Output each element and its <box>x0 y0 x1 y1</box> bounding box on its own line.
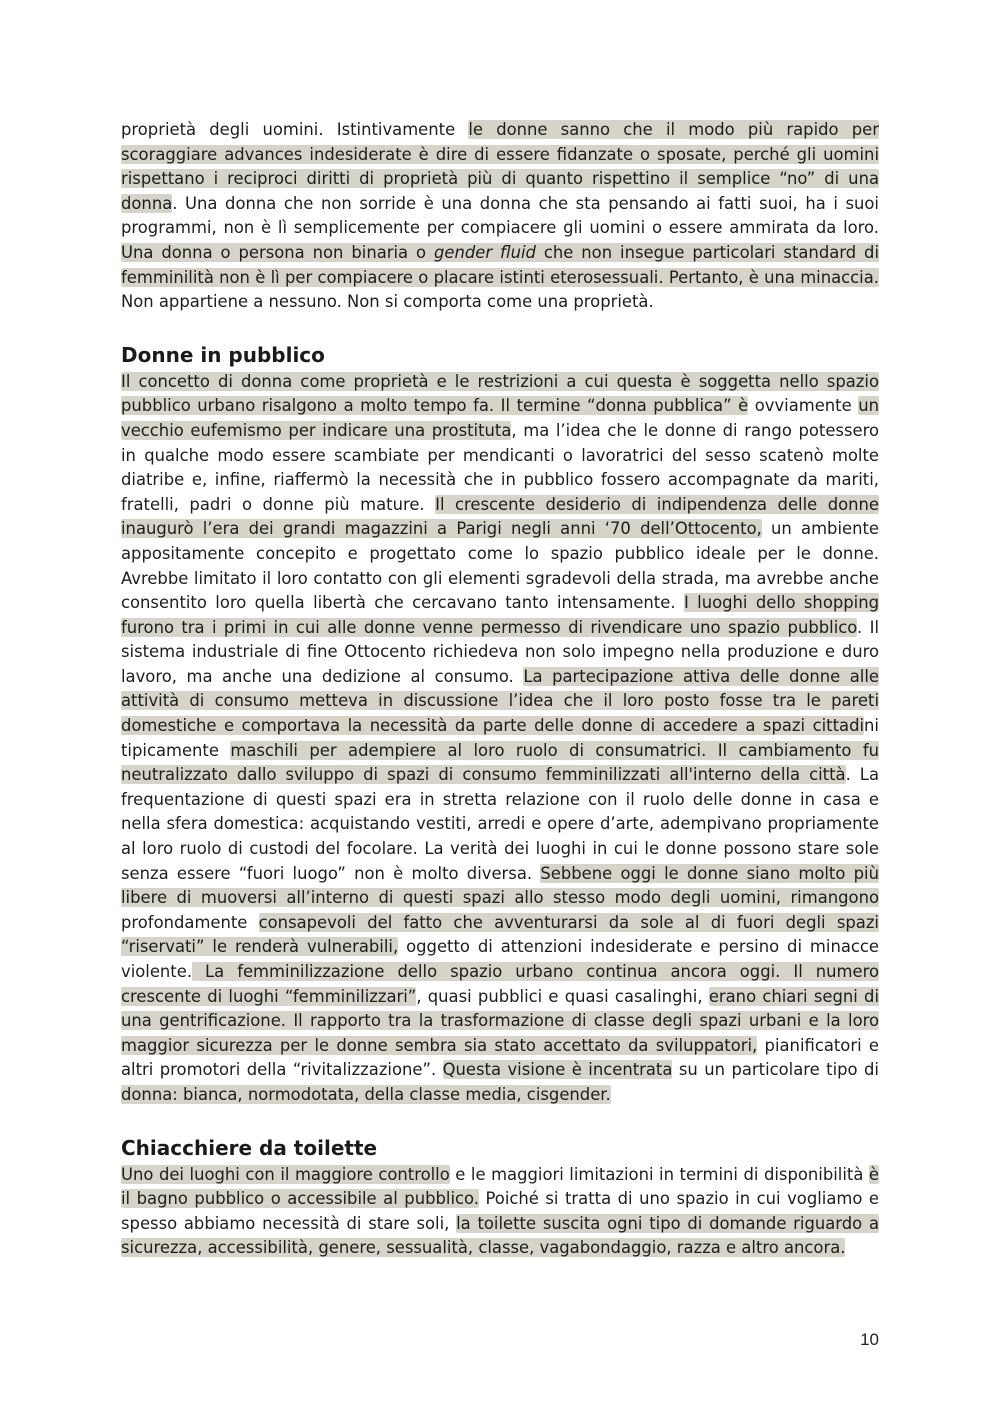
page-number: 10 <box>860 1330 879 1349</box>
highlighted-text: La partecipazione attiva delle donne alle attività di consumo metteva in discussione l’idea che il loro posto fosse tra le pareti domestiche e comportava la necessità da parte delle donne di accedere a spazi cittadi <box>121 666 879 736</box>
highlighted-text: è il bagno pubblico o accessibile al pubblico. <box>121 1164 880 1209</box>
text-span: che non insegue particolari standard di femminilità non è lì per compiacere o placare istinti eterosessuali. Pertanto, è una minaccia. <box>121 242 880 287</box>
highlighted-text: la toilette suscita ogni tipo di domande riguardo a sicurezza, accessibilità, genere, sessualità, classe, vagabondaggio, razza e altro ancora. <box>121 1213 879 1258</box>
text-span: , ma l’idea che le donne di rango potessero in qualche modo essere scambiate per mendicanti o lavoratrici del sesso scatenò molte diatribe e, infine, riaffermò la necessità che in pubblico fossero accompagnate da mariti, fratelli, padri o donne più mature. <box>121 420 879 514</box>
text-span: oggetto di attenzioni indesiderate e persino di minacce violente. <box>121 937 879 981</box>
paragraph-chiacchiere-da-toilette <box>121 1163 879 1261</box>
highlighted-text: consapevoli del fatto che avventurarsi da sole al di fuori degli spazi “riservati” le renderà vulnerabili, <box>121 912 879 957</box>
highlighted-text: un vecchio eufemismo per indicare una prostituta <box>121 396 879 440</box>
highlighted-text: I luoghi dello shopping furono tra i primi in cui alle donne venne permesso di rivendicare uno spazio pubblico <box>121 593 880 637</box>
highlighted-text: donna: bianca, normodotata, della classe media, cisgender. <box>121 1084 611 1104</box>
highlighted-text: La femminilizzazione dello spazio urbano continua ancora oggi. Il numero crescente di luoghi “femminilizzari” <box>121 962 879 1006</box>
text-span: ni tipicamente <box>121 716 879 760</box>
text-span: , quasi pubblici e quasi casalinghi, <box>416 986 709 1006</box>
document-page <box>121 118 879 1261</box>
highlighted-text: Sebbene oggi le donne siano molto più libere di muoversi all’interno di questi spazi allo stesso modo degli uomini, rimangono <box>121 863 879 908</box>
italic-term: gender fluid <box>433 242 536 262</box>
text-span: . Una donna che non sorride è una donna che sta pensando ai fatti suoi, ha i suoi programmi, non è lì semplicemente per compiacere gli uomini o essere ammirata da loro. <box>121 193 879 238</box>
text-span: profondamente <box>121 912 259 932</box>
section-heading-chiacchiere-da-toilette: Chiacchiere da toilette <box>121 1135 378 1160</box>
highlighted-text: maschili per adempiere al loro ruolo di consumatrici. Il cambiamento fu neutralizzato dallo sviluppo di spazi di consumo femminilizzati all'interno della città <box>121 740 879 785</box>
section-heading-donne-in-pubblico: Donne in pubblico <box>121 342 325 367</box>
text-span: Poiché si tratta di uno spazio in cui vogliamo e spesso abbiamo necessità di stare soli, <box>121 1189 879 1233</box>
text-span: Una donna o persona non binaria o <box>121 242 434 262</box>
text-span: pianificatori e altri promotori della “rivitalizzazione”. <box>121 1035 879 1080</box>
highlighted-text <box>121 243 879 287</box>
text-span: ovviamente <box>748 396 859 416</box>
paragraph-donne-in-pubblico <box>121 370 879 1108</box>
text-span: . Il sistema industriale di fine Ottocento richiedeva non solo impegno nella produzione e duro lavoro, ma anche una dedizione al consumo. <box>121 617 880 686</box>
highlighted-text: le donne sanno che il modo più rapido per scoraggiare advances indesiderate è dire di essere fidanzate o sposate, perché gli uomini rispettano i reciproci diritti di proprietà più di quanto rispettino il semplice “no” di una donna <box>121 120 879 213</box>
text-span: . La frequentazione di questi spazi era in stretta relazione con il ruolo delle donne in casa e nella sfera domestica: acquistando vestiti, arredi e opere d’arte, adempivano propriamente al loro ruolo di custodi del focolare. La verità dei luoghi in cui le donne possono stare sole senza essere “fuori luogo” non è molto diversa. <box>121 765 879 883</box>
highlighted-text: Uno dei luoghi con il maggiore controllo <box>121 1164 450 1184</box>
text-span: e le maggiori limitazioni in termini di disponibilità <box>449 1164 869 1184</box>
text-span: Non appartiene a nessuno. Non si comporta come una proprietà. <box>121 292 654 312</box>
highlighted-text: Il crescente desiderio di indipendenza delle donne inaugurò l’era dei grandi magazzini a Parigi negli anni ‘70 dell’Ottocento, <box>121 494 879 539</box>
highlighted-text: Questa visione è incentrata <box>442 1060 673 1080</box>
paragraph-intro <box>121 118 879 315</box>
highlighted-text: Il concetto di donna come proprietà e le restrizioni a cui questa è soggetta nello spazio pubblico urbano risalgono a molto tempo fa. Il termine “donna pubblica” è <box>121 371 879 416</box>
text-span: proprietà degli uomini. Istintivamente <box>121 120 469 139</box>
text-span: un ambiente appositamente concepito e progettato come lo spazio pubblico ideale per le donne. Avrebbe limitato il loro contatto con gli elementi sgradevoli della strada, ma avrebbe anche consentito loro quella libertà che cercavano tanto intensamente. <box>121 519 879 613</box>
highlighted-text: erano chiari segni di una gentrificazione. Il rapporto tra la trasformazione di classe degli spazi urbani e la loro maggior sicurezza per le donne sembra sia stato accettato da sviluppatori, <box>121 986 879 1055</box>
text-span: su un particolare tipo di <box>672 1060 879 1080</box>
